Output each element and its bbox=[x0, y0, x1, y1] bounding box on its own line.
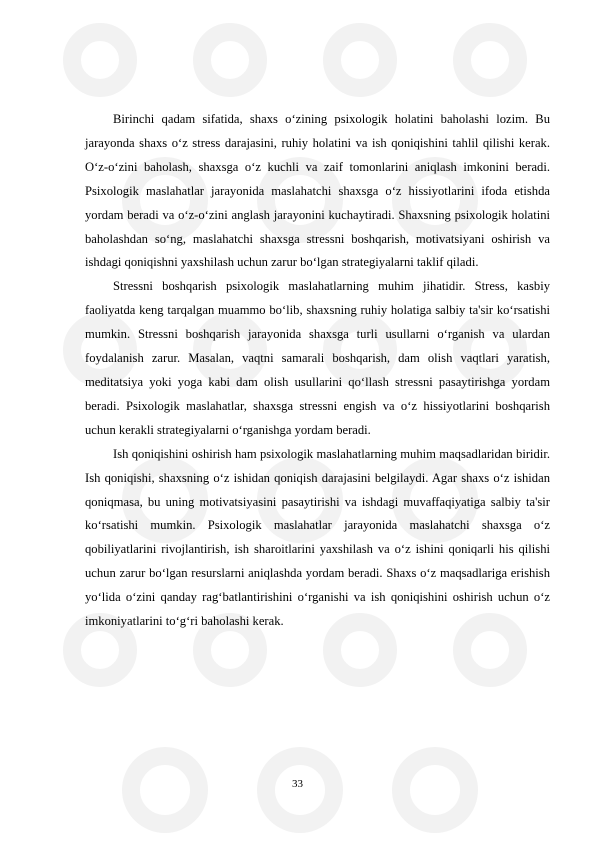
paragraph-job-satisfaction: Ish qoniqishini oshirish ham psixologik maslahatlarning muhim maqsadlaridan biridir. Ish qoniqishi, shaxsning o‘z ishidan qoniqish darajasini belgilaydi. Agar shaxs o‘z ishidan qoniqmasa, bu uning motivatsiyasini pasaytirishi va ishdagi muvaffaqiyatiga salbiy ta'sir ko‘rsatishi mumkin. Psixologik maslahatlar jarayonida maslahatchi shaxsga o‘z qobiliyatlarini rivojlantirish, ish sharoitlarini yaxshilash va o‘z ishini qoniqarli his qilishi uchun zarur bo‘lgan resurslarni aniqlashda yordam beradi. Shaxs o‘z maqsadlariga erishish yo‘lida o‘zini qanday rag‘batlantirishini o‘rganishi va ish qoniqishini oshirish uchun o‘z imkoniyatlarini to‘g‘ri baholashi kerak. bbox=[85, 446, 550, 629]
paragraph-self-assessment: Birinchi qadam sifatida, shaxs o‘zining psixologik holatini baholashi lozim. Bu jarayonda shaxs o‘z stress darajasini, ruhiy holatini va ish qoniqishini tahlil qilishi kerak. O‘z-o‘zini baholash, shaxsga o‘z kuchli va zaif tomonlarini aniqlash imkonini beradi. Psixologik maslahatlar jarayonida maslahatchi shaxsga o‘z hissiyotlarini ifoda etishda yordam beradi va o‘z-o‘zini anglash jarayonini kuchaytiradi. Shaxsning psixologik holatini baholashdan so‘ng, maslahatchi shaxsga stressni boshqarish, motivatsiyani oshirish va ishdagi qoniqishni yaxshilash uchun zarur bo‘lgan strategiyalarni taklif qiladi. bbox=[85, 112, 550, 270]
page-number: 33 bbox=[292, 778, 303, 790]
document-body bbox=[85, 108, 550, 634]
paragraph-stress-management: Stressni boshqarish psixologik maslahatlarning muhim jihatidir. Stress, kasbiy faoliyatda keng tarqalgan muammo bo‘lib, shaxsning ruhiy holatiga salbiy ta'sir ko‘rsatishi mumkin. Stressni boshqarish jarayonida shaxsga turli usullarni o‘rganish va ulardan foydalanish zarur. Masalan, vaqtni samarali boshqarish, dam olish vaqtlari yaratish, meditatsiya yoki yoga kabi dam olish usullarini qo‘llash stressni pasaytirishga yordam beradi. Psixologik maslahatlar, shaxsga stressni engish va o‘z hissiyotlarini boshqarish uchun kerakli strategiyalarni o‘rganishga yordam beradi. bbox=[85, 279, 550, 437]
